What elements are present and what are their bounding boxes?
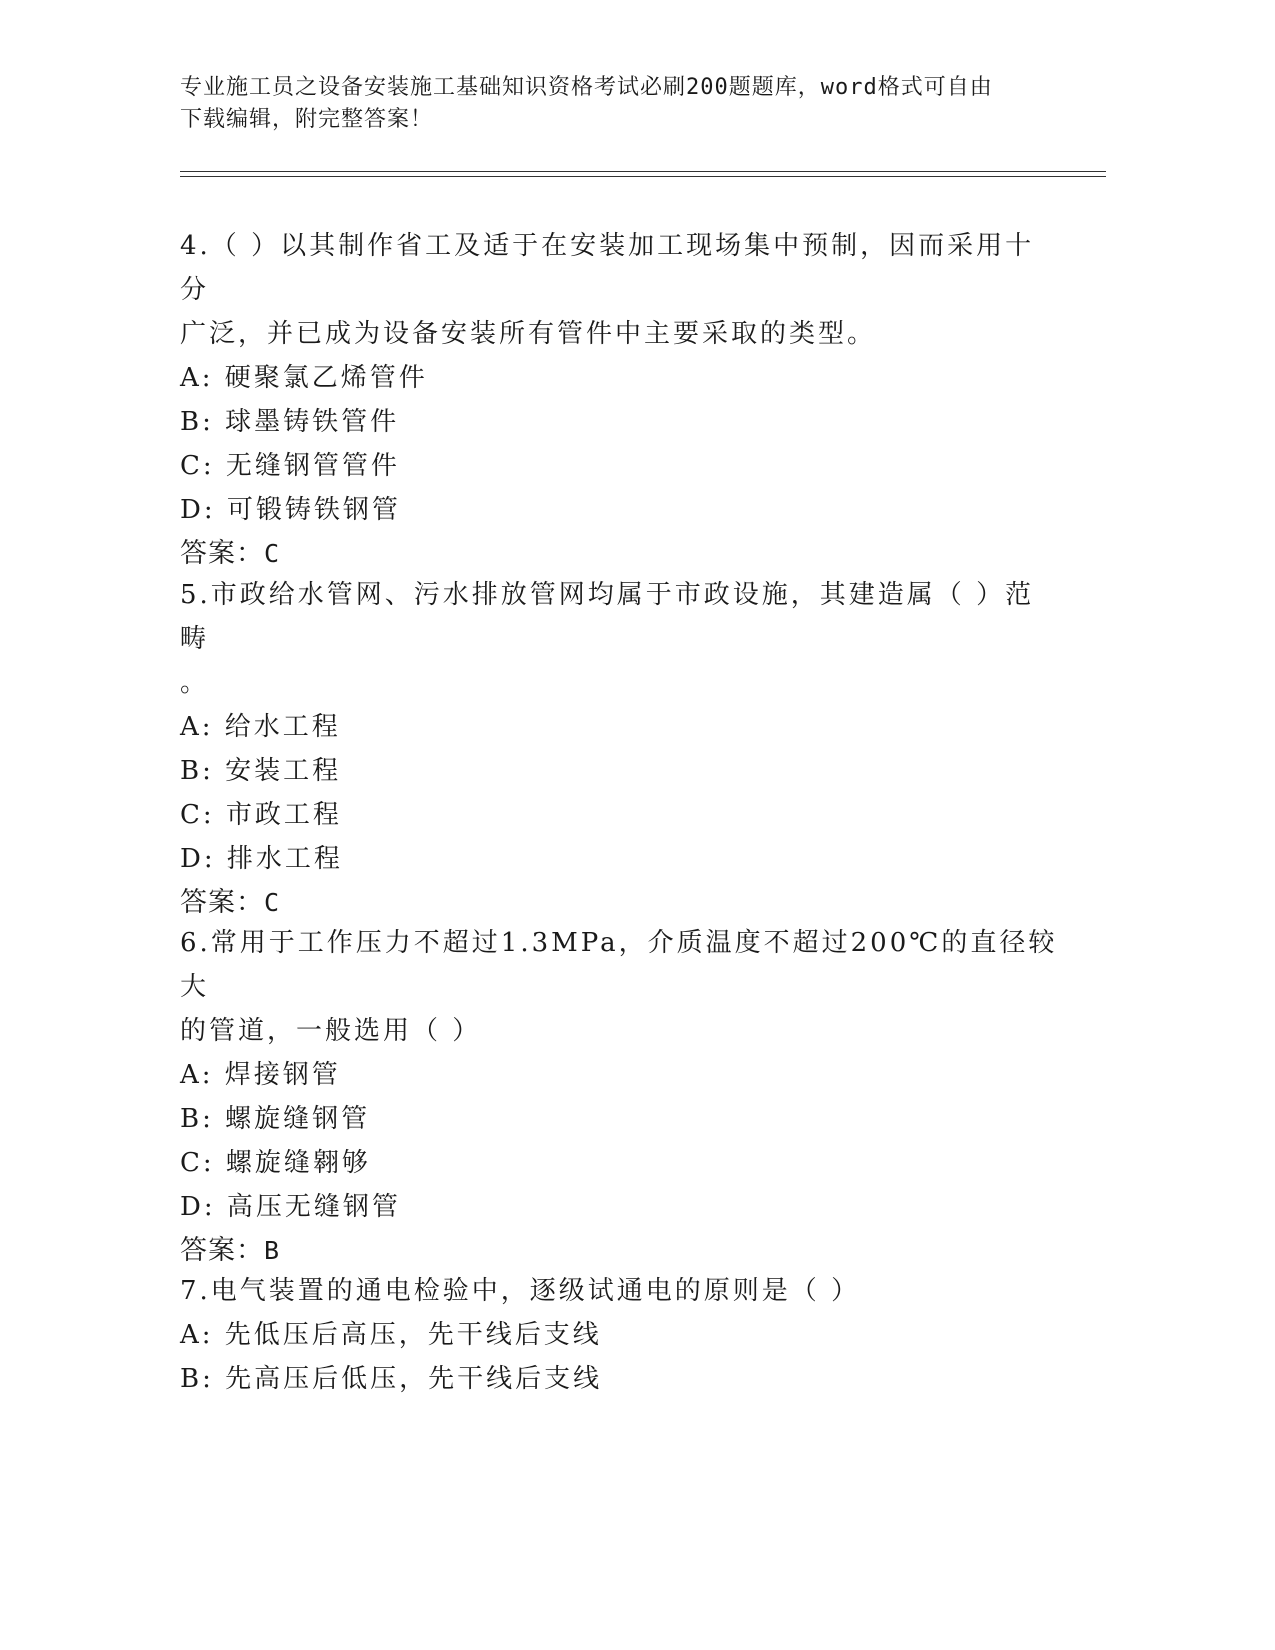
answer-label: 答案：: [180, 538, 264, 569]
answer-value: C: [264, 888, 281, 917]
option-c: C: 无缝钢管管件: [180, 451, 400, 481]
option-a: A: 焊接钢管: [180, 1060, 341, 1090]
option-d: D: 可锻铸铁钢管: [180, 495, 401, 525]
option-d: D: 高压无缝钢管: [180, 1192, 401, 1222]
option-b: B: 安装工程: [180, 756, 342, 786]
answer-value: B: [264, 1236, 281, 1265]
question-stem-line-2: 。: [180, 668, 210, 698]
question-7: [180, 1269, 1060, 1401]
question-stem-line-1: 5.市政给水管网、污水排放管网均属于市政设施，其建造属（ ）范畴: [180, 580, 1035, 654]
answer-line: [180, 532, 1060, 576]
option-a: A: 先低压后高压，先干线后支线: [180, 1320, 602, 1350]
question-stem-line-2: 的管道，一般选用（ ）: [180, 1016, 482, 1046]
answer-label: 答案：: [180, 887, 264, 918]
option-d: D: 排水工程: [180, 844, 343, 874]
answer-line: [180, 881, 1060, 925]
question-stem-line-2: 广泛，并已成为设备安装所有管件中主要采取的类型。: [180, 319, 877, 349]
question-stem-line-1: 7.电气装置的通电检验中，逐级试通电的原则是（ ）: [180, 1276, 861, 1306]
header-line-2: 下载编辑，附完整答案！: [180, 107, 434, 132]
header-divider-bottom: [180, 176, 1106, 177]
document-header: [180, 72, 1060, 136]
question-stem-line-1: 4.（ ）以其制作省工及适于在安装加工现场集中预制，因而采用十分: [180, 231, 1035, 305]
question-stem-line-1: 6.常用于工作压力不超过1.3MPa，介质温度不超过200℃的直径较大: [180, 928, 1058, 1002]
answer-label: 答案：: [180, 1235, 264, 1266]
option-b: B: 球墨铸铁管件: [180, 407, 400, 437]
question-5: [180, 573, 1060, 925]
option-a: A: 给水工程: [180, 712, 341, 742]
answer-value: C: [264, 539, 281, 568]
option-c: C: 市政工程: [180, 800, 342, 830]
option-a: A: 硬聚氯乙烯管件: [180, 363, 428, 393]
question-6: [180, 921, 1060, 1273]
question-4: [180, 224, 1060, 576]
header-line-1: 专业施工员之设备安装施工基础知识资格考试必刷200题题库，word格式可自由: [180, 75, 993, 100]
header-divider-top: [180, 171, 1106, 172]
option-b: B: 先高压后低压，先干线后支线: [180, 1364, 603, 1394]
option-c: C: 螺旋缝翱够: [180, 1148, 371, 1178]
option-b: B: 螺旋缝钢管: [180, 1104, 371, 1134]
answer-line: [180, 1229, 1060, 1273]
